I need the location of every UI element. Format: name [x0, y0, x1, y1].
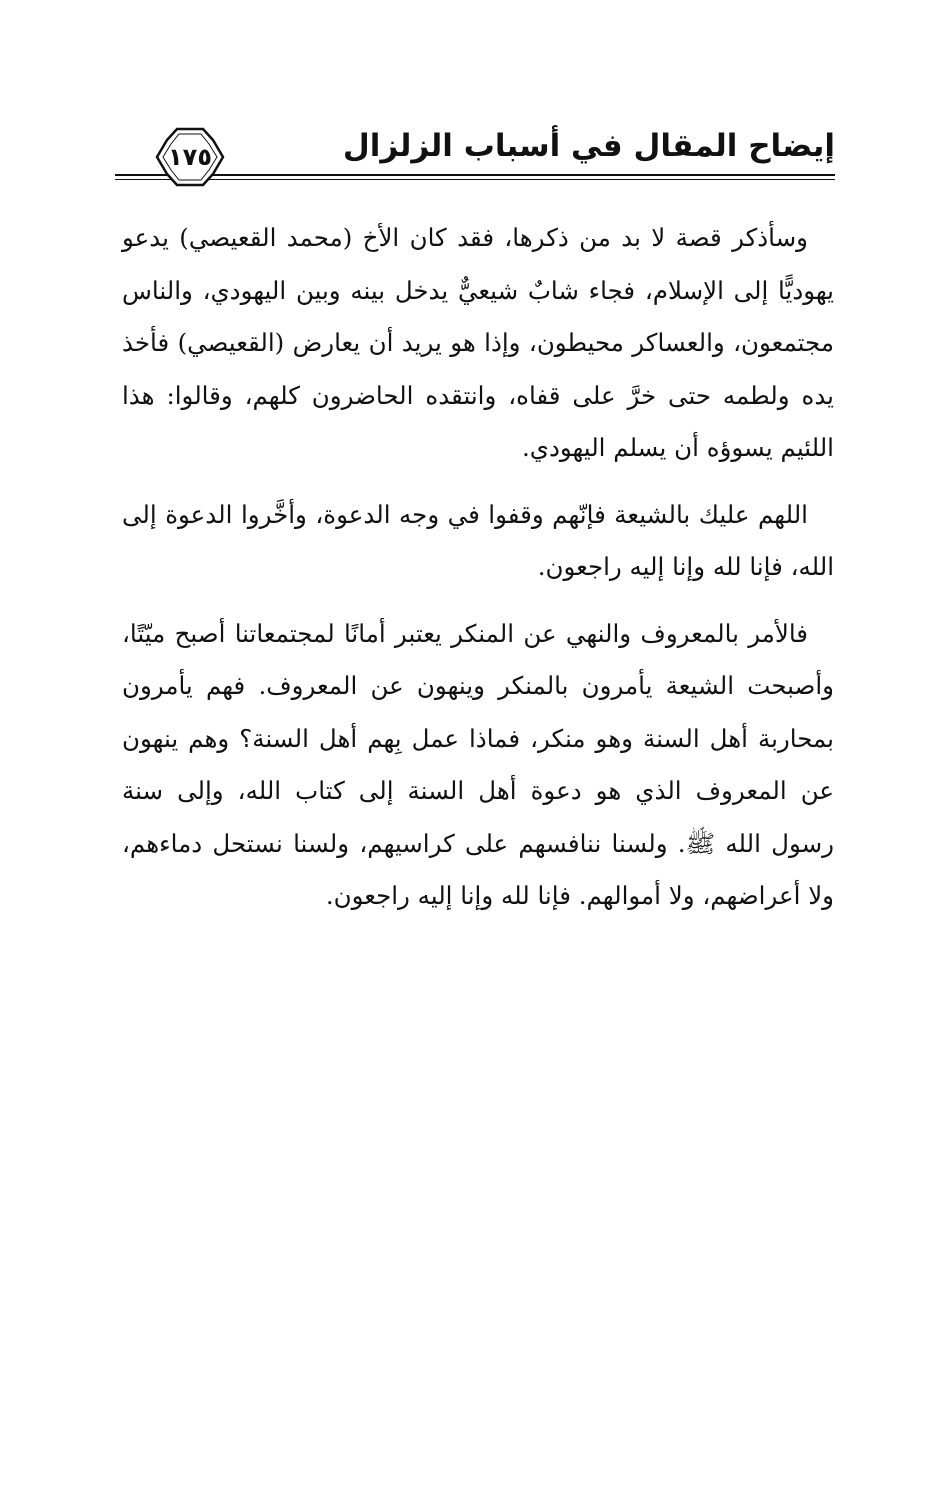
- page-header: [115, 120, 835, 190]
- page-number-badge: [155, 126, 225, 188]
- book-title: إيضاح المقال في أسباب الزلزال: [342, 128, 835, 164]
- paragraph: وسأذكر قصة لا بد من ذكرها، فقد كان الأخ (محمد القعيصي) يدعو يهوديًّا إلى الإسلام، فجاء شابٌ شيعيٌّ يدخل بينه وبين اليهودي، والناس مجتمعون، والعساكر محيطون، وإذا هو يريد أن يعارض (القعيصي) فأخذ يده ولطمه حتى خرَّ على قفاه، وانتقده الحاضرون كلهم، وقالوا: هذا اللئيم يسوؤه أن يسلم اليهودي.: [122, 223, 834, 462]
- main-text: [122, 212, 834, 937]
- paragraph: اللهم عليك بالشيعة فإنّهم وقفوا في وجه الدعوة، وأخَّروا الدعوة إلى الله، فإنا لله وإنا إليه راجعون.: [122, 499, 834, 581]
- page-number: ١٧٥: [168, 143, 212, 171]
- paragraph: فالأمر بالمعروف والنهي عن المنكر يعتبر أمانًا لمجتمعاتنا أصبح ميّتًا، وأصبحت الشيعة يأمرون بالمنكر وينهون عن المعروف. فهم يأمرون بمحاربة أهل السنة وهو منكر، فماذا عمل بِهم أهل السنة؟ وهم ينهون عن المعروف الذي هو دعوة أهل السنة إلى كتاب الله، وإلى سنة رسول الله ﷺ. ولسنا ننافسهم على كراسيهم، ولسنا نستحل دماءهم، ولا أعراضهم، ولا أموالهم. فإنا لله وإنا إليه راجعون.: [122, 618, 834, 910]
